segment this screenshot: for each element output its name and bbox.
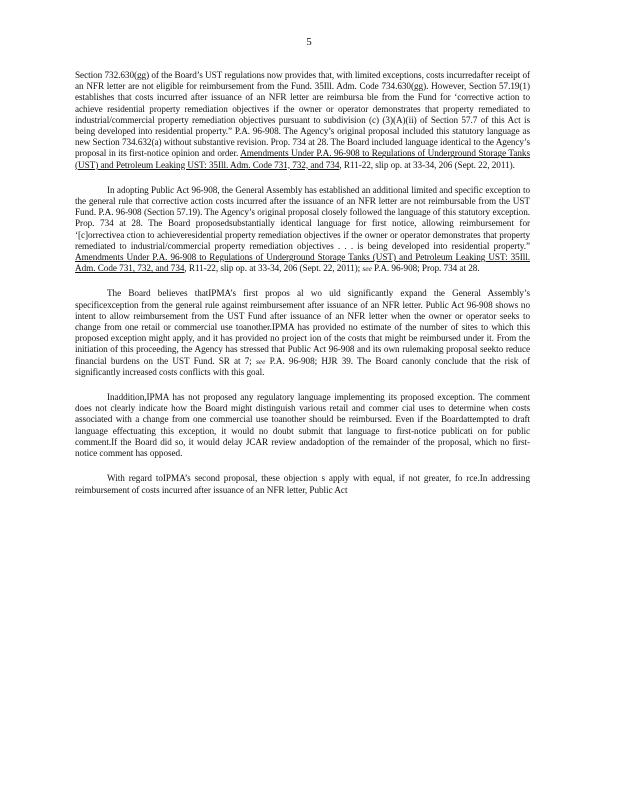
text-run: The Board believes thatIPMA’s first propos al wo uld significantly expand the General Assembly’s specificexception from the general rule against reimbursement after issuance of an NFR letter. Public Act 96-908 shows no intent to allow reimbursement from the UST Fund after issuance of an NFR letter when the owner or operator seeks to change from one retail or commercial use toanother.IPMA has provided no estimate of the number of sites to which this proposed exception might apply, and it has provided no project ion of the costs that might be reimbursed under it. From the initiation of this proceeding, the Agency has stressed that Public Act 96-908 and its own rulemaking proposal seekto reduce financial burdens on the UST Fund. SR at 7; [75, 288, 530, 366]
document-body [75, 70, 530, 510]
text-run: With regard toIPMA’s second proposal, these objection s apply with equal, if not greater, fo rce.In addressing reimbursement of costs incurred after issuance of an NFR letter, Public Act [75, 473, 530, 495]
text-run: , R11-22, slip op. at 33-34, 206 (Sept. 22, 2011). [339, 159, 515, 170]
paragraph-2 [75, 185, 530, 275]
text-run: Section 732.630(gg) of the Board’s UST regulations now provides that, with limited exceptions, costs incurredafter receipt of an NFR letter are not eligible for reimbursement from the Fund. 35Ill. Adm. Code 734.630(gg). However, Section 57.19(1) establishes that costs incurred after issuance of an NFR letter are reimbursa ble from the Fund for ‘corrective action to achieve residential property remediation objectives if the owner or operator demonstrates that property remediated to industrial/commercial property remediation objectives pursuant to subdivision (c) (3)(A)(ii) of Section 57.7 of this Act is being developed into residential property.” P.A. 96-908. The Agency’s original proposal included this statutory language as new Section 734.632(a) without substantive revision. Prop. 734 at 28. The Board included language identical to the Agency’s proposal in its first-notice opinion and order. [75, 70, 530, 159]
paragraph-1 [75, 70, 530, 171]
citation-signal: see [362, 264, 372, 274]
text-run: Inaddition,IPMA has not proposed any regulatory language implementing its proposed exception. The comment does not clearly indicate how the Board might distinguish various retail and commer cial uses to determine when costs associated with a change from one commercial use toanother should be reimbursed. Even if the Boardattempted to draft language effectuating this exception, it would no doubt submit that language to first-notice publicati on for public comment.If the Board did so, it would delay JCAR review andadoption of the remainder of the proposal, which no first-notice comment has opposed. [75, 392, 530, 459]
paragraph-4 [75, 392, 530, 459]
text-run: , R11-22, slip op. at 33-34, 206 (Sept. 22, 2011); [184, 263, 363, 274]
text-run: P.A. 96-908; HJR 39. The Board canonly conclude that the risk of significantly increased costs conflicts with this goal. [75, 355, 530, 377]
citation-signal: see [255, 356, 266, 366]
paragraph-5 [75, 473, 530, 495]
citation-title: Amendments Under P.A. 96-908 to Regulations of Underground Storage Tanks (UST) and Petroleum Leaking UST: 35Ill. Adm. Code 731, 732, and 734 [75, 252, 530, 274]
paragraph-3 [75, 288, 530, 378]
citation-title: Amendments Under P.A. 96-908 to Regulations of Underground Storage Tanks (UST) and Petroleum Leaking UST: 35Ill. Adm. Code 731, 732, and 734 [75, 148, 530, 170]
text-run: P.A. 96-908; Prop. 734 at 28. [371, 263, 480, 274]
page-number: 5 [306, 36, 312, 48]
text-run: In adopting Public Act 96-908, the General Assembly has established an additional limited and specific exception to the general rule that corrective action costs incurred after the issuance of an NFR letter are not reimbursable from the UST Fund. P.A. 96-908 (Section 57.19). The Agency’s original proposal closely followed the language of this statutory exception. Prop. 734 at 28. The Board proposedsubstantially identical language for first notice, allowing reimbursement for ‘[c]orrectivea ction to achieveresidential property remediation objectives if the owner or operator demonstrates that property remediated to industrial/commercial property remediation objectives . . . is being developed into residential property.” [75, 184, 530, 251]
